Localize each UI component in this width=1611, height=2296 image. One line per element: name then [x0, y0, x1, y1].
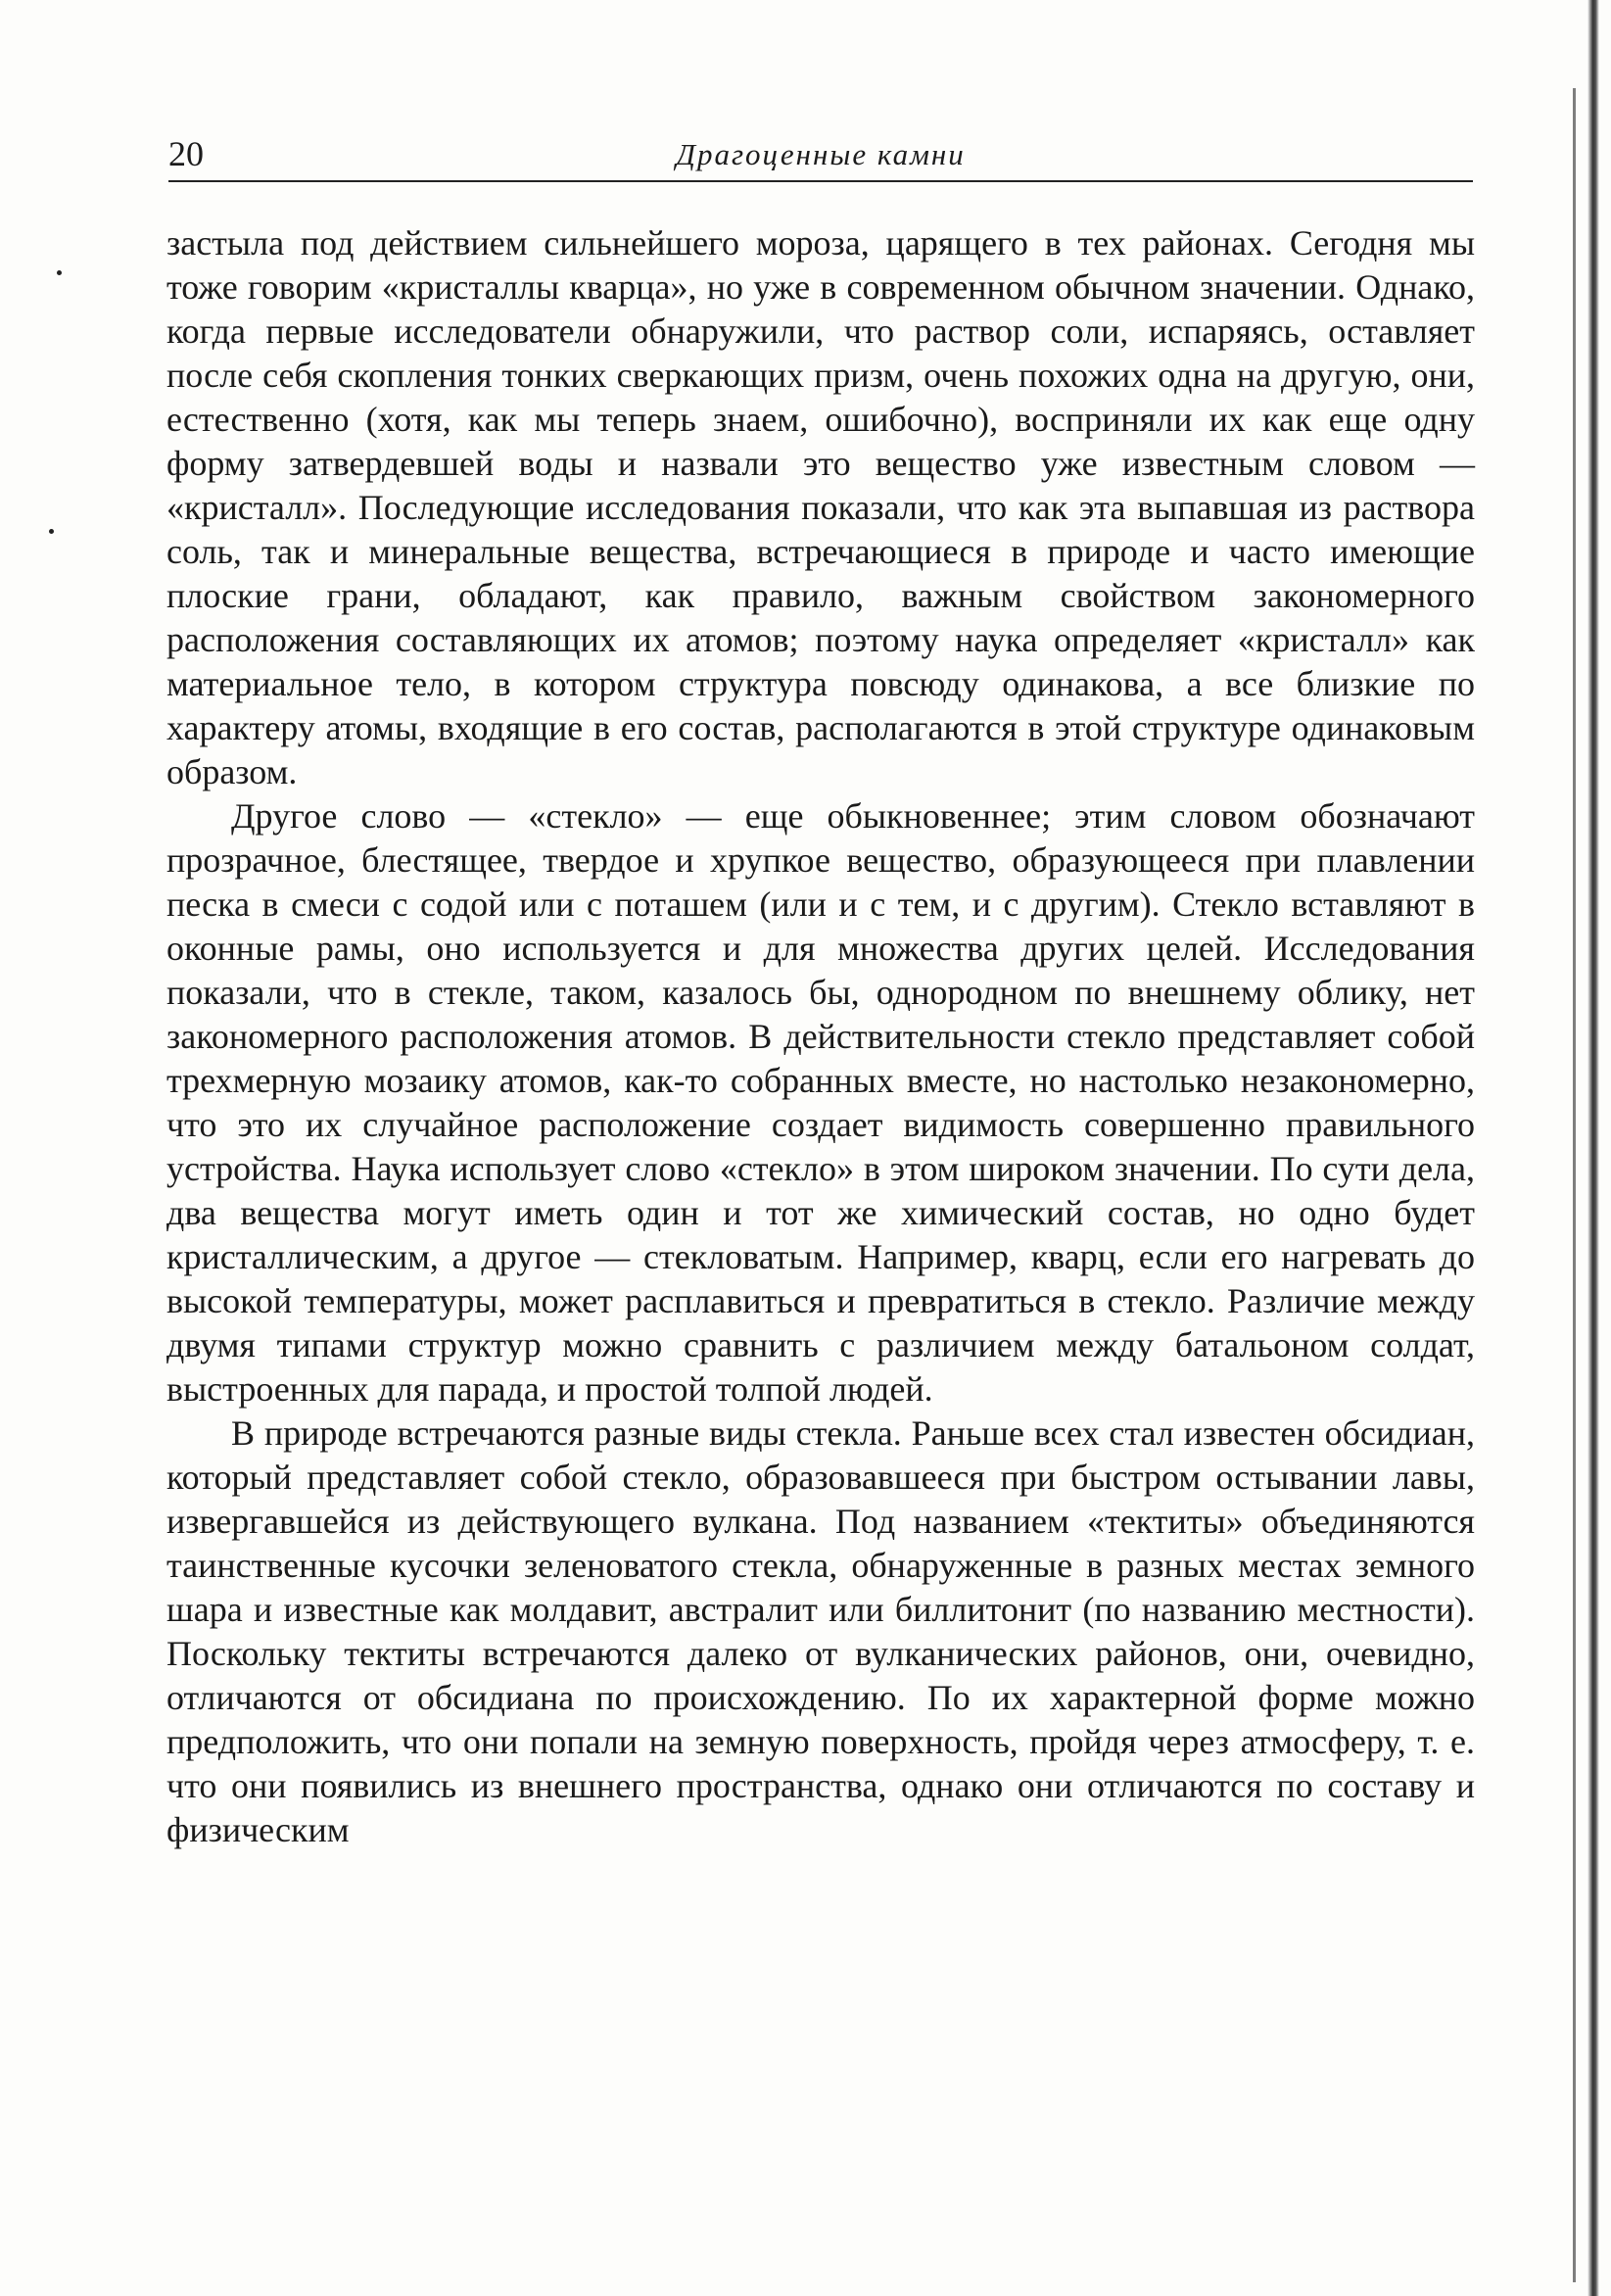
- page-header: [168, 129, 1473, 182]
- body-text: [166, 221, 1475, 1852]
- scan-binding-line: [1573, 88, 1576, 2282]
- scan-speck: [57, 270, 62, 275]
- page-number: 20: [168, 134, 204, 173]
- scan-binding-edge: [1587, 0, 1599, 2296]
- paragraph-3: В природе встречаются разные виды стекла. Раньше всех стал известен обсидиан, который представляет собой стекло, образовавшееся при быстром остывании лавы, извергавшейся из действующего вулкана. Под названием «тектиты» объединяются таинственные кусочки зеленоватого стекла, обнаруженные в разных местах земного шара и известные как молдавит, австралит или биллитонит (по названию местности). Поскольку тектиты встречаются далеко от вулканических районов, они, очевидно, отличаются от обсидиана по происхождению. По их характерной форме можно предположить, что они попали на земную поверхность, пройдя через атмосферу, т. е. что они появились из внешнего пространства, однако они отличаются по составу и физическим: [166, 1413, 1475, 1849]
- paragraph-1: застыла под действием сильнейшего мороза, царящего в тех районах. Сегодня мы тоже говорим «кристаллы кварца», но уже в современном обычном значении. Однако, когда первые исследователи обнаружили, что раствор соли, испаряясь, оставляет после себя скопления тонких сверкающих призм, очень похожих одна на другую, они, естественно (хотя, как мы теперь знаем, ошибочно), восприняли их как еще одну форму затвердевшей воды и назвали это вещество уже известным словом — «кристалл». Последующие исследования показали, что как эта выпавшая из раствора соль, так и минеральные вещества, встречающиеся в природе и часто имеющие плоские грани, обладают, как правило, важным свойством закономерного расположения составляющих их атомов; поэтому наука определяет «кристалл» как материальное тело, в котором структура повсюду одинакова, а все близкие по характеру атомы, входящие в его состав, располагаются в этой структуре одинаковым образом.: [166, 223, 1475, 791]
- scan-speck: [49, 529, 54, 534]
- paragraph-2: Другое слово — «стекло» — еще обыкновеннее; этим словом обозначают прозрачное, блестящее, твердое и хрупкое вещество, образующееся при плавлении песка в смеси с содой или с поташем (или и с тем, и с другим). Стекло вставляют в оконные рамы, оно используется и для множества других целей. Исследования показали, что в стекле, таком, казалось бы, однородном по внешнему облику, нет закономерного расположения атомов. В действительности стекло представляет собой трехмерную мозаику атомов, как-то собранных вместе, но настолько незакономерно, что это их случайное расположение создает видимость совершенно правильного устройства. Наука использует слово «стекло» в этом широком значении. По сути дела, два вещества могут иметь один и тот же химический состав, но одно будет кристаллическим, а другое — стекловатым. Например, кварц, если его нагревать до высокой температуры, может расплавиться и превратиться в стекло. Различие между двумя типами структур можно сравнить с различием между батальоном солдат, выстроенных для парада, и простой толпой людей.: [166, 796, 1475, 1409]
- running-title: Драгоценные камни: [676, 137, 966, 171]
